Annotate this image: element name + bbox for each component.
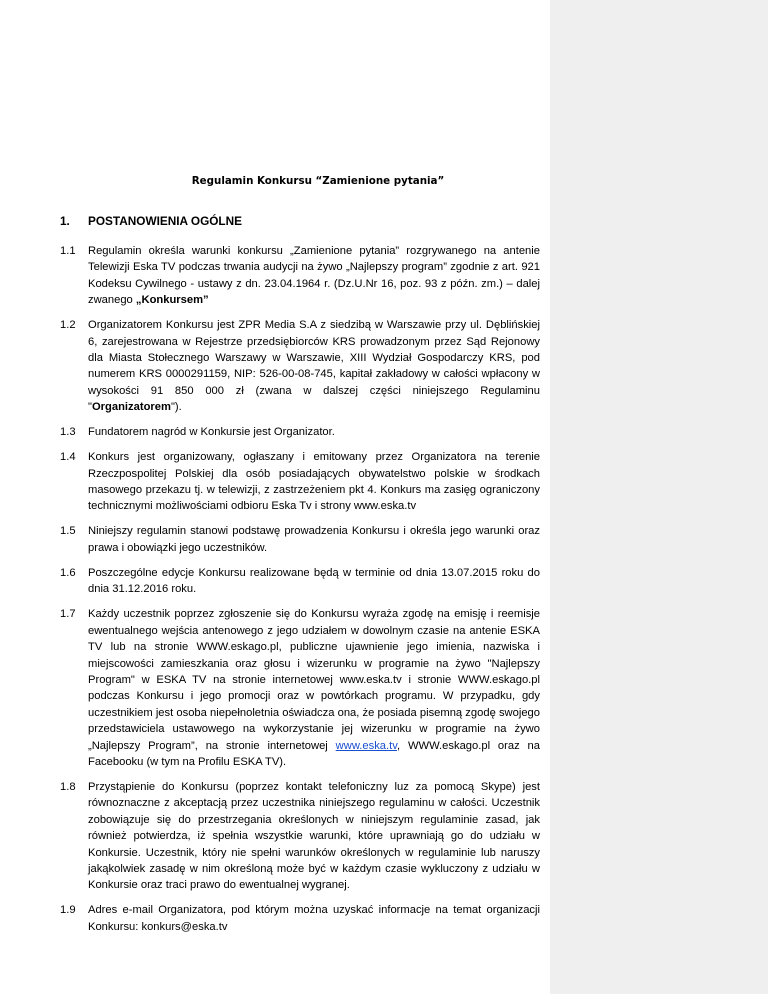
clause-text: Fundatorem nagród w Konkursie jest Organizator. [88,426,335,439]
clause-bold-term: Organizatorem [91,401,171,414]
clause-text: Poszczególne edycje Konkursu realizowane będą w terminie od dnia 13.07.2015 roku do dnia 31.12.2016 roku. [88,566,540,596]
clause-number: 1.2 [60,319,76,332]
clause-item [60,565,540,598]
clause-bold-term: „Konkursem” [135,294,209,307]
clause-text [88,606,540,770]
clause-number: 1.7 [60,608,76,621]
section-heading [60,214,242,228]
clause-item [60,424,540,440]
clause-number: 1.1 [60,245,76,257]
clause-item [60,317,540,415]
section-heading-text: POSTANOWIENIA OGÓLNE [88,214,243,228]
clause-number: 1.9 [60,904,76,917]
clause-text-part: Każdy uczestnik poprzez zgłoszenie się do Konkursu wyraża zgodę na emisję i reemisje ewentualnego wejścia antenowego z jego udziałem w dowolnym czasie na antenie ESKA TV lub na stronie WWW.eskago.pl, publiczne ujawnienie jego imienia, nazwiska i miejscowości zamieszkania oraz głosu i wizerunku w programie na żywo "Najlepszy Program" w ESKA TV na stronie internetowej www.eska.tv i stronie WWW.eskago.pl podczas Konkursu i jego promocji oraz w powtórkach programu. W przypadku, gdy uczestnikiem jest osoba niepełnoletnia oświadcza ona, że posiada pisemną zgodę swojego przedstawiciela ustawowego na wykorzystanie jej wizerunku w programie na żywo „Najlepszy Program”, na stronie internetowej [88,608,540,752]
clause-text-part: , WWW.eskago.pl oraz na Facebooku (w tym na Profilu ESKA TV). [88,739,541,768]
eska-tv-link[interactable]: www.eska.tv [335,739,398,752]
clause-item [60,779,540,894]
clause-number: 1.8 [60,780,76,793]
clause-text: Konkurs jest organizowany, ogłaszany i emitowany przez Organizatora na terenie Rzeczpospolitej Polskiej dla osób posiadających obywatelstwo polskie w środkach masowego przekazu tj. w telewizji, z zastrzeżeniem pkt 4. Konkurs ma zasięg ograniczony technicznymi możliwościami odbioru Eska Tv i strony www.eska.tv [88,451,540,513]
clause-text: Niniejszy regulamin stanowi podstawę prowadzenia Konkursu i określa jego warunki oraz prawa i obowiązki jego uczestników. [88,525,540,554]
clause-number: 1.3 [60,426,76,439]
clause-item [60,523,540,556]
clause-number: 1.4 [60,451,76,464]
clause-item [60,449,540,515]
clause-number: 1.6 [60,566,76,579]
clause-number: 1.5 [60,525,76,538]
clause-text-part: "). [170,401,182,414]
comment-margin-pane [550,0,768,994]
clause-item [60,606,540,770]
document-title: Regulamin Konkursu “Zamienione pytania” [191,175,445,187]
section-number: 1. [60,214,70,228]
clause-text-part: Organizatorem Konkursu jest ZPR Media S.A z siedzibą w Warszawie przy ul. Dęblińskiej 6, zarejestrowana w Rejestrze przedsiębiorców KRS prowadzonym przez Sąd Rejonowy dla Miasta Stołecznego Warszawy w Warszawie, XIII Wydział Gospodarczy KRS, pod numerem KRS 0000291159, NIP: 526-00-08-745, kapitał zakładowy w całości wpłacony w wysokości 91 850 000 zł (zwana w dalszej części niniejszego Regulaminu " [88,319,540,414]
clause-text: Przystąpienie do Konkursu (poprzez kontakt telefoniczny luz za pomocą Skype) jest równoznaczne z akceptacją przez uczestnika niniejszego regulaminu w całości. Uczestnik zobowiązuje się do przestrzegania określonych w niniejszym regulaminie zasad, jak również potwierdza, iż spełnia wszystkie warunki, które uprawniają go do udziału w Konkursie. Uczestnik, który nie spełni warunków określonych w regulaminie lub naruszy jakąkolwiek zasadę w nim określoną może być w każdym czasie wykluczony z udziału w Konkursie oraz traci prawo do ewentualnej wygranej. [88,780,540,892]
clause-text [88,317,540,415]
clause-text: Adres e-mail Organizatora, pod którym można uzyskać informacje na temat organizacji Konkursu: konkurs@eska.tv [88,904,540,933]
clause-text [88,243,540,309]
clause-item [60,902,540,935]
clause-list [60,243,540,944]
clause-item [60,243,540,309]
clause-text-part: Regulamin określa warunki konkursu „Zamienione pytania” rozgrywanego na antenie Telewizji Eska TV podczas trwania audycji na żywo „Najlepszy program” zgodnie z art. 921 Kodeksu Cywilnego - ustawy z dn. 23.04.1964 r. (Dz.U.Nr 16, poz. 93 z późn. zm.) – dalej zwanego [88,245,540,307]
